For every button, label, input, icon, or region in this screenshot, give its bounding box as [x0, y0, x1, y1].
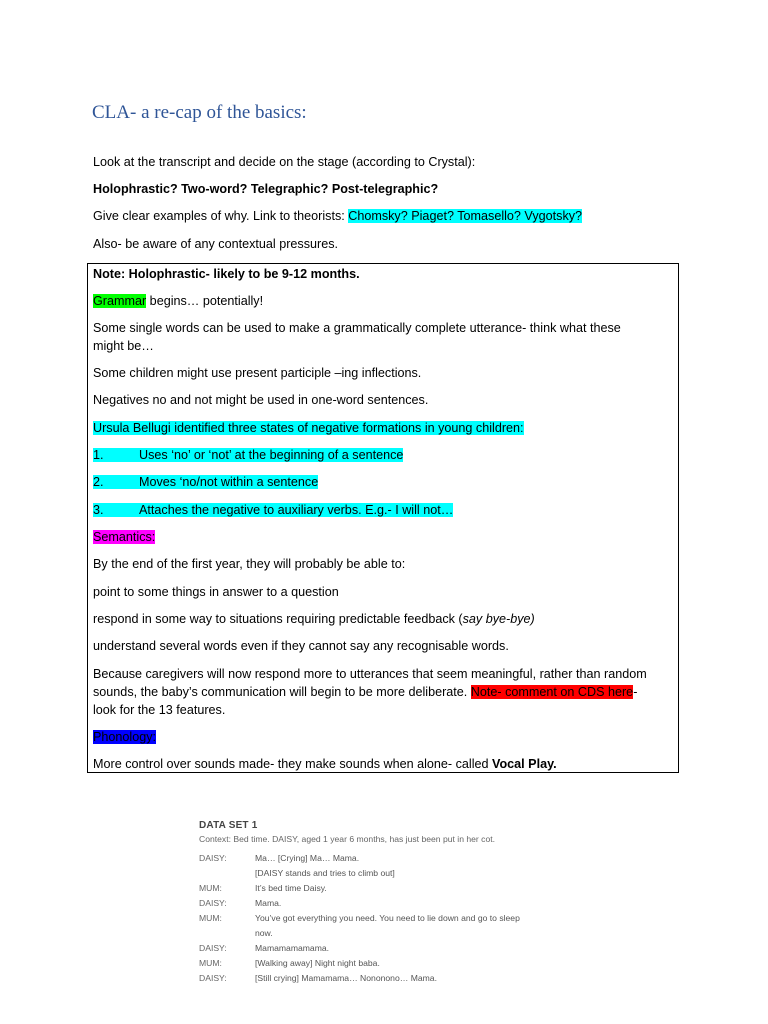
because-dash: -	[633, 685, 638, 699]
utterance: [Still crying] Mamamama… Nononono… Mama.	[255, 973, 437, 983]
respond-text: respond in some way to situations requiring predictable feedback (	[93, 612, 463, 626]
data-set-context: Context: Bed time. DAISY, aged 1 year 6 months, has just been put in her cot.	[199, 834, 496, 844]
intro-contextual: Also- be aware of any contextual pressures.	[93, 237, 339, 251]
speaker: MUM:	[199, 883, 222, 893]
intro-theorists	[93, 208, 582, 224]
negation-stage-1	[93, 447, 670, 464]
theorists-lead: Give clear examples of why. Link to theorists:	[93, 209, 349, 223]
transcript-row	[199, 911, 539, 941]
negation-stage-3-hl	[93, 503, 453, 517]
intro-instruction: Look at the transcript and decide on the stage (according to Crystal):	[93, 155, 476, 169]
speaker: DAISY:	[199, 973, 227, 983]
holophrastic-notes-box	[87, 263, 679, 773]
bellugi-line	[93, 420, 670, 437]
transcript-row	[199, 941, 539, 956]
utterance: It’s bed time Daisy.	[255, 883, 327, 893]
utterance: Ma… [Crying] Ma… Mama.	[255, 853, 360, 863]
transcript-row	[199, 866, 539, 881]
negation-stage-1-text: Uses ‘no’ or ‘not’ at the beginning of a sentence	[139, 448, 404, 462]
negatives-line: Negatives no and not might be used in one-word sentences.	[93, 393, 429, 407]
cds-note-highlight: Note- comment on CDS here	[470, 685, 634, 699]
note-holophrastic: Note: Holophrastic- likely to be 9-12 months.	[93, 267, 360, 281]
vocal-play-line	[93, 756, 670, 773]
negation-stage-1-hl	[93, 448, 403, 462]
negation-stage-2	[93, 474, 670, 491]
respond-line	[93, 611, 670, 628]
single-words-line-1: Some single words can be used to make a grammatically complete utterance- think what these	[93, 321, 621, 335]
negation-stage-2-text: Moves ‘no/not within a sentence	[139, 475, 319, 489]
transcript-row	[199, 851, 539, 866]
grammar-rest: begins… potentially!	[146, 294, 264, 308]
negation-stage-3	[93, 502, 670, 519]
grammar-line	[93, 293, 670, 310]
respond-italic: say bye-bye)	[462, 612, 535, 626]
negation-stage-1-num: 1.	[93, 448, 104, 462]
vocal-text: More control over sounds made- they make sounds when alone- called	[93, 757, 493, 771]
utterance: [DAISY stands and tries to climb out]	[255, 868, 395, 878]
data-set-heading: DATA SET 1	[199, 820, 258, 831]
utterance: You’ve got everything you need. You need to lie down and go to sleep now.	[255, 913, 520, 938]
speaker: DAISY:	[199, 943, 227, 953]
utterance: Mama.	[255, 898, 282, 908]
data-set-transcript	[199, 820, 539, 986]
point-line: point to some things in answer to a question	[93, 585, 339, 599]
utterance: Mamamamamama.	[255, 943, 330, 953]
speaker	[199, 866, 255, 881]
transcript-row	[199, 896, 539, 911]
single-words-line-2: might be…	[93, 339, 154, 353]
phonology-highlight: Phonology:	[93, 730, 157, 744]
transcript-row	[199, 971, 539, 986]
speaker: DAISY:	[199, 853, 227, 863]
by-end-line: By the end of the first year, they will probably be able to:	[93, 557, 406, 571]
transcript-row	[199, 881, 539, 896]
because-line-1: Because caregivers will now respond more to utterances that seem meaningful, rather than random	[93, 667, 647, 681]
utterance: [Walking away] Night night baba.	[255, 958, 380, 968]
because-text: sounds, the baby’s communication will begin to be more deliberate.	[93, 685, 471, 699]
negation-stage-3-text: Attaches the negative to auxiliary verbs. E.g.- I will not…	[139, 503, 454, 517]
phonology-heading	[93, 729, 670, 746]
grammar-highlight: Grammar	[93, 294, 147, 308]
semantics-highlight: Semantics:	[93, 530, 156, 544]
document-title: CLA- a re-cap of the basics:	[92, 102, 307, 123]
negation-stage-2-num: 2.	[93, 475, 104, 489]
negation-stage-2-hl	[93, 475, 318, 489]
vocal-bold: Vocal Play.	[492, 757, 557, 771]
bellugi-highlight: Ursula Bellugi identified three states of negative formations in young children:	[93, 421, 524, 435]
because-line-3: look for the 13 features.	[93, 703, 226, 717]
intro-stages: Holophrastic? Two-word? Telegraphic? Post-telegraphic?	[93, 182, 439, 196]
speaker: DAISY:	[199, 898, 227, 908]
speaker: MUM:	[199, 958, 222, 968]
negation-stage-3-num: 3.	[93, 503, 104, 517]
transcript-row	[199, 956, 539, 971]
understand-line: understand several words even if they cannot say any recognisable words.	[93, 639, 509, 653]
speaker: MUM:	[199, 913, 222, 923]
present-participle-line: Some children might use present participle –ing inflections.	[93, 366, 422, 380]
semantics-heading	[93, 529, 670, 546]
theorists-highlight: Chomsky? Piaget? Tomasello? Vygotsky?	[348, 209, 583, 223]
because-line-2	[93, 684, 670, 701]
